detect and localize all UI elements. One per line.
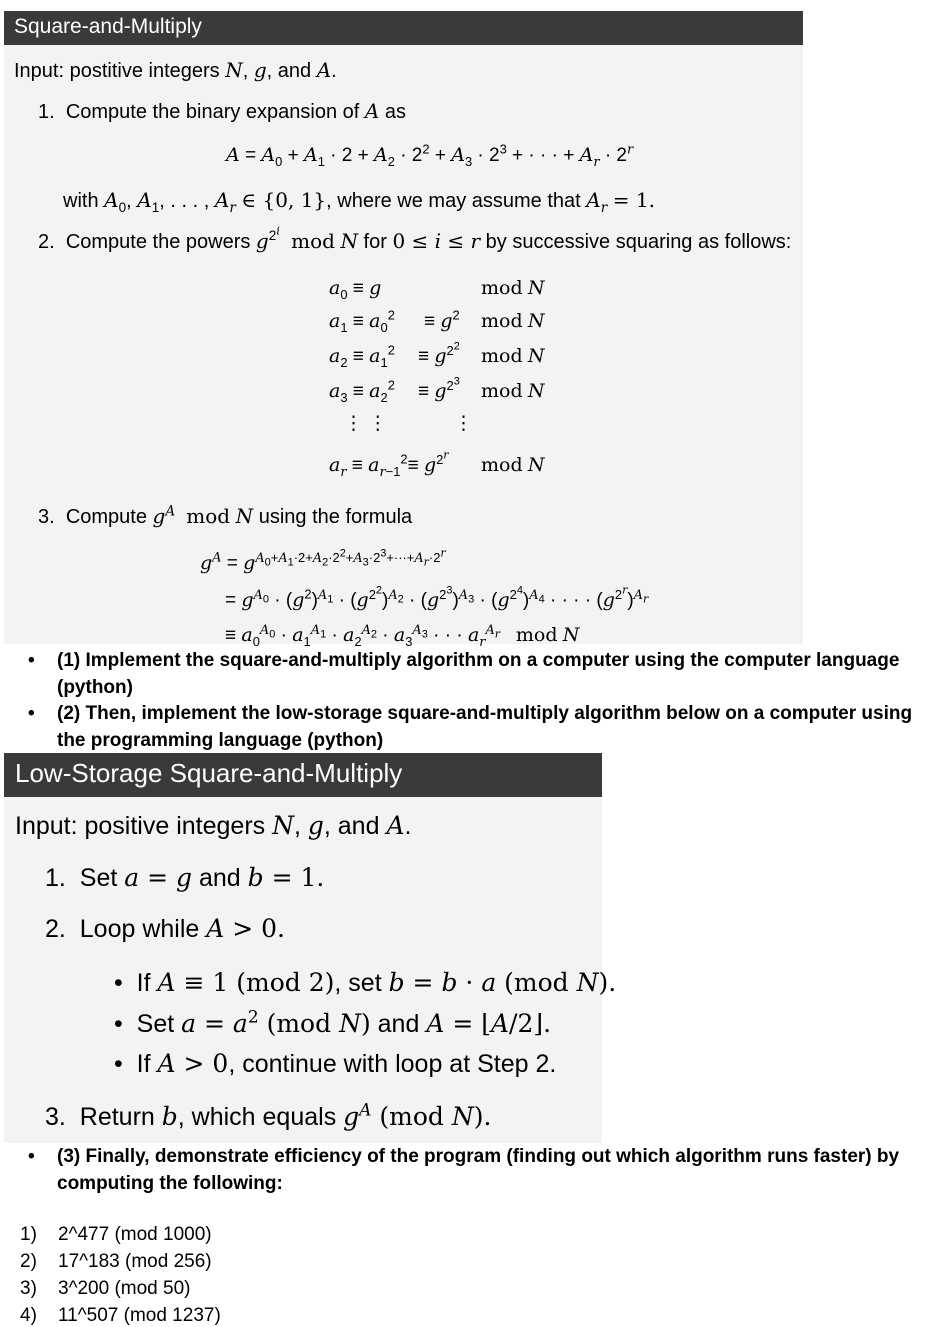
box2-header [4, 753, 602, 797]
mod-n-0: mod N [481, 277, 545, 299]
square-row-1: $a_1 \equiv a_0^2$ [329, 307, 395, 335]
square-row-3-rhs: ≡ $g^{2^3}$ [418, 375, 460, 402]
box1-step2: 2. Compute the powers $g^{2^i}$ mod N for 0 ≤ i ≤ r by successive squaring as follows: [38, 223, 792, 253]
box2-step1: 1. Set a = g and b = 1. [45, 863, 325, 892]
box2-sub-3: • If A > 0, continue with loop at Step 2. [114, 1049, 557, 1078]
formula-line-3: ≡ $a_0^{A_0} \cdot a_1^{A_1} \cdot a_2^{A_2} \cdot a_3^{A_3}$ · · · $a_r^{A_r}$ mod N [225, 622, 580, 650]
formula-line-1: $g^A = g^{A_0+A_1\cdot 2+A_2\cdot 2^2+A_3\cdot 2^3+\cdot\cdot\cdot+A_r\cdot 2^r}$ [200, 546, 446, 574]
square-row-2: $a_2 \equiv a_1^2$ [329, 342, 395, 370]
binary-expansion-equation: $A = A_0 + A_1 \cdot 2 + A_2 \cdot 2^2 + A_3 \cdot 2^3$ + · · · + $A_r \cdot 2^r$ [226, 141, 634, 170]
square-vdots-rhs: ⋮ [454, 413, 473, 434]
bullet-icon: • [28, 650, 35, 671]
binary-digit-condition: with $A_0$, $A_1$, . . . , $A_r$ ∈ {0, 1}, where we may assume that $A_r = 1$. [63, 188, 655, 216]
box2-step2: 2. Loop while A > 0. [45, 914, 286, 943]
low-storage-box [4, 753, 617, 1143]
box1-input-line: Input: postitive integers N, g, and A. [14, 58, 337, 82]
bullet-icon: • [28, 703, 35, 724]
square-row-r: $a_r \equiv a_{r-1}^2\equiv g^{2^r}$ [329, 448, 449, 480]
problem-item: 4) 11^507 (mod 1237) [20, 1305, 221, 1326]
problem-item: 1) 2^477 (mod 1000) [20, 1224, 212, 1245]
problem-item: 3) 3^200 (mod 50) [20, 1278, 191, 1299]
mod-n-r: mod N [481, 454, 545, 476]
mod-n-2: mod N [481, 345, 545, 367]
square-row-1-rhs: ≡ $g^2$ [424, 307, 460, 332]
box2-sub-2: • Set $a = a^2$ (mod N) and A = ⌊A/2⌋. [114, 1007, 552, 1038]
box2-step3: 3. Return b, which equals $g^A$ (mod N). [45, 1100, 492, 1131]
box2-sub-1: • If A ≡ 1 (mod 2), set b = b · a (mod N). [114, 968, 617, 997]
box2-input-line: Input: positive integers N, g, and A. [15, 811, 412, 840]
formula-line-2: = $g^{A_0} \cdot (g^2)^{A_1} \cdot (g^{2^2})^{A_2} \cdot (g^{2^3})^{A_3} \cdot (g^{2^4})^{A_4}$ · · · · $(g^{2^r})^{A_r}$ [225, 583, 649, 611]
bullet-icon: • [28, 1146, 35, 1167]
square-row-2-rhs: ≡ $g^{2^2}$ [418, 340, 460, 367]
box1-header [4, 11, 803, 45]
square-and-multiply-box [4, 11, 803, 650]
box2-title: Low-Storage Square-and-Multiply [15, 758, 403, 788]
square-row-3: $a_3 \equiv a_2^2$ [329, 377, 395, 405]
mod-n-3: mod N [481, 380, 545, 402]
task-1-text: (1) Implement the square-and-multiply algorithm on a computer using the computer language (python) [57, 650, 900, 698]
box1-step3: 3. Compute $g^A$ mod N using the formula [38, 503, 413, 528]
task-2-text: (2) Then, implement the low-storage square-and-multiply algorithm below on a computer using the programming language (python) [57, 703, 913, 751]
square-row-0: $a_0 \equiv g$ [329, 277, 382, 302]
task-3-text: (3) Finally, demonstrate efficiency of the program (finding out which algorithm runs faster) by computing the following: [57, 1146, 900, 1194]
square-vdots: ⋮ ⋮ [344, 413, 388, 434]
box1-step1: 1. Compute the binary expansion of A as [38, 99, 407, 123]
box1-title: Square-and-Multiply [14, 15, 202, 38]
problem-item: 2) 17^183 (mod 256) [20, 1251, 212, 1272]
mod-n-1: mod N [481, 310, 545, 332]
